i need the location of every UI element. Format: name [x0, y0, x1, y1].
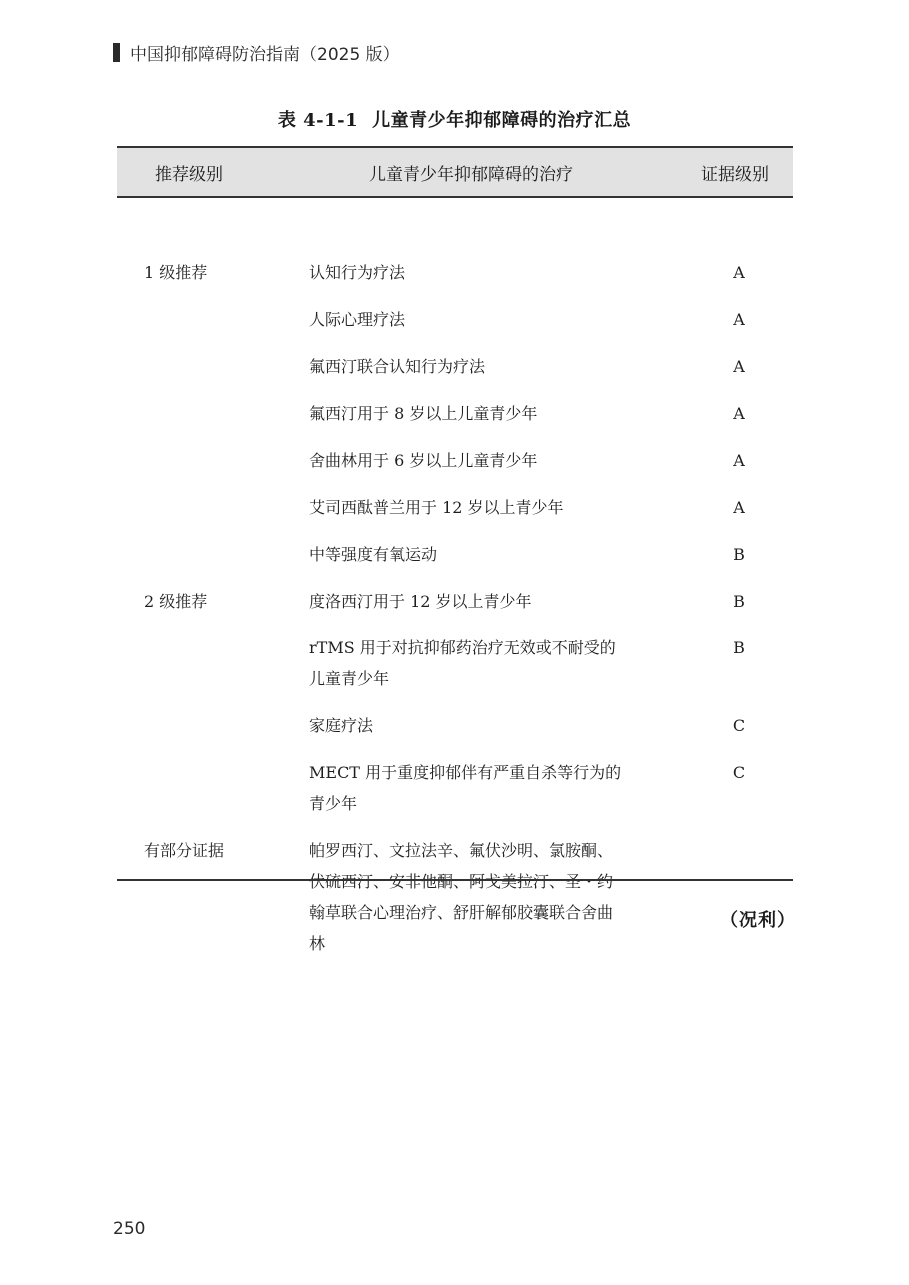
page-number: 250: [113, 1219, 146, 1239]
cell-level: 2 级推荐: [144, 592, 208, 611]
cell-treatment: 度洛西汀用于 12 岁以上青少年: [309, 592, 532, 611]
cell-treatment: 中等强度有氧运动: [309, 545, 438, 564]
header-evidence-level: 证据级别: [701, 164, 769, 185]
cell-treatment: 舍曲林用于 6 岁以上儿童青少年: [309, 451, 538, 470]
cell-evidence: A: [733, 498, 745, 517]
running-head: [113, 40, 400, 65]
header-treatment: 儿童青少年抑郁障碍的治疗: [369, 164, 573, 185]
table-bottom-rule: [117, 879, 793, 881]
table-row: [117, 632, 793, 694]
running-head-text: 中国抑郁障碍防治指南（2025 版）: [130, 45, 400, 65]
cell-level: [117, 757, 265, 819]
cell-evidence: B: [733, 592, 745, 611]
cell-evidence: A: [733, 404, 745, 423]
table-row: [117, 539, 793, 570]
table-row: [117, 445, 793, 476]
table-caption: 儿童青少年抑郁障碍的治疗汇总: [372, 110, 632, 131]
cell-evidence: C: [732, 716, 746, 735]
running-head-bar: [113, 43, 120, 62]
cell-level: [117, 445, 265, 476]
cell-evidence: A: [733, 451, 745, 470]
cell-level: [117, 351, 265, 382]
cell-level: [117, 398, 265, 429]
table-header-row: [117, 146, 793, 198]
cell-evidence: [677, 835, 793, 959]
cell-treatment: 帕罗西汀、文拉法辛、氟伏沙明、氯胺酮、伏硫西汀、安非他酮、阿戈美拉汀、圣・约翰草联合心理治疗、舒肝解郁胶囊联合舍曲林: [309, 841, 614, 953]
table-row: [117, 586, 793, 617]
cell-level: 1 级推荐: [144, 263, 208, 282]
table-row: [117, 257, 793, 288]
cell-evidence: A: [733, 310, 745, 329]
table-row: [117, 492, 793, 523]
author-signature: （况利）: [720, 910, 796, 931]
table-row: [117, 835, 793, 959]
cell-treatment: 艾司西酞普兰用于 12 岁以上青少年: [309, 498, 564, 517]
cell-evidence: A: [733, 357, 745, 376]
cell-level: 有部分证据: [144, 841, 225, 860]
table-row: [117, 398, 793, 429]
cell-treatment: 氟西汀用于 8 岁以上儿童青少年: [309, 404, 538, 423]
cell-level: [117, 304, 265, 335]
cell-treatment: MECT 用于重度抑郁伴有严重自杀等行为的青少年: [309, 763, 622, 813]
header-recommendation-level: 推荐级别: [155, 164, 223, 185]
cell-treatment: 家庭疗法: [309, 716, 374, 735]
cell-treatment: rTMS 用于对抗抑郁药治疗无效或不耐受的儿童青少年: [309, 638, 616, 688]
cell-level: [117, 710, 265, 741]
table-row: [117, 757, 793, 819]
table-number: 表 4-1-1: [277, 110, 359, 131]
cell-evidence: C: [732, 763, 746, 782]
table-row: [117, 710, 793, 741]
table-row: [117, 304, 793, 335]
cell-level: [117, 492, 265, 523]
table-row: [117, 351, 793, 382]
cell-evidence: B: [733, 545, 745, 564]
cell-treatment: 人际心理疗法: [309, 310, 406, 329]
cell-level: [117, 539, 265, 570]
cell-evidence: B: [733, 638, 745, 657]
cell-level: [117, 632, 265, 694]
table-title: [0, 106, 909, 132]
cell-treatment: 认知行为疗法: [309, 263, 406, 282]
cell-treatment: 氟西汀联合认知行为疗法: [309, 357, 486, 376]
cell-evidence: A: [733, 263, 745, 282]
